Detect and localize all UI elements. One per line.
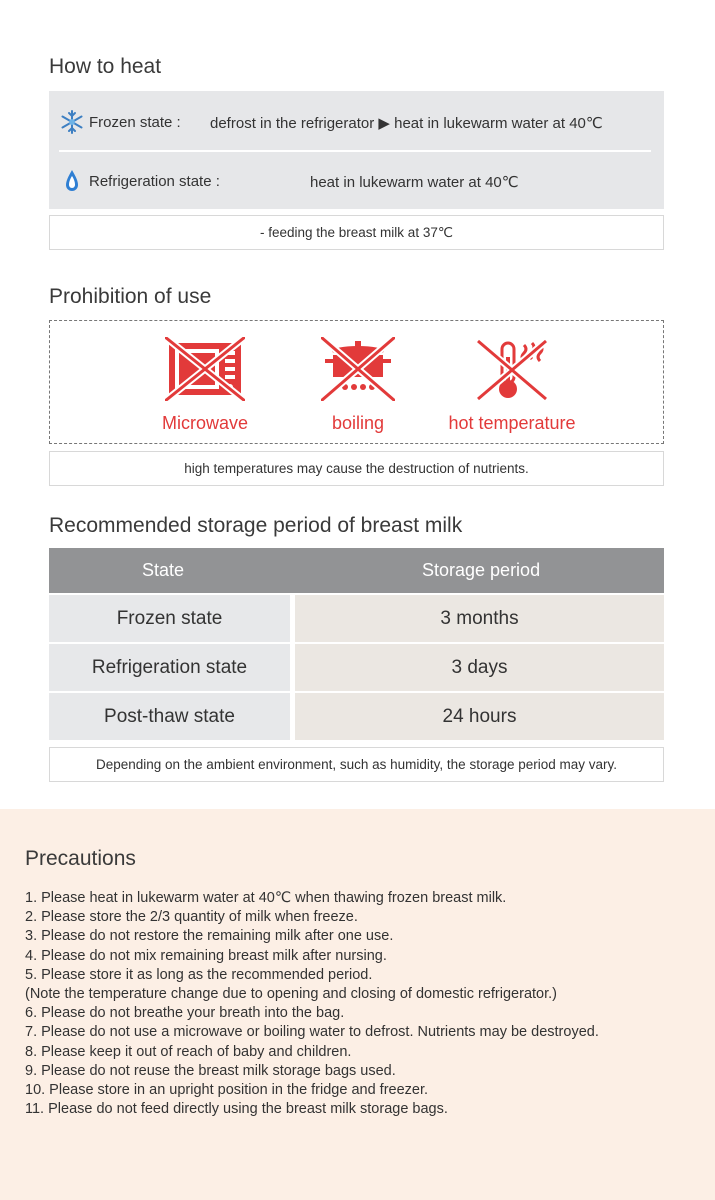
prohibition-box: [49, 320, 664, 444]
refrigeration-state-value: heat in lukewarm water at 40℃: [310, 174, 519, 191]
list-item: 10. Please store in an upright position in the fridge and freezer.: [25, 1081, 429, 1098]
header-state: State: [142, 560, 185, 580]
list-item: 6. Please do not breathe your breath into the bag.: [25, 1005, 345, 1022]
state-cell: Frozen state: [49, 595, 290, 642]
period-cell: 3 days: [295, 644, 664, 691]
list-item: 1. Please heat in lukewarm water at 40℃ when thawing frozen breast milk.: [25, 890, 507, 906]
prohibition-item-boiling: [278, 321, 438, 445]
storage-variance-note: Depending on the ambient environment, such as humidity, the storage period may vary.: [49, 747, 664, 782]
header-storage-period: Storage period: [422, 560, 541, 580]
hot-temperature-label: hot temperature: [448, 413, 576, 433]
microwave-label: Microwave: [161, 413, 249, 433]
period-cell: 3 months: [295, 595, 664, 642]
list-item: 8. Please keep it out of reach of baby and children.: [25, 1043, 352, 1060]
prohibition-title: Prohibition of use: [49, 285, 212, 308]
state-cell: Post-thaw state: [49, 693, 290, 740]
refrigeration-state-label: Refrigeration state :: [89, 173, 220, 190]
frozen-state-value: defrost in the refrigerator ▶ heat in lukewarm water at 40℃: [210, 115, 603, 132]
list-item: 3. Please do not restore the remaining milk after one use.: [25, 928, 394, 945]
table-row: [49, 693, 664, 740]
table-row: [49, 644, 664, 691]
heat-divider: [59, 150, 651, 152]
list-item: 2. Please store the 2/3 quantity of milk when freeze.: [25, 909, 358, 926]
boiling-label: boiling: [331, 413, 385, 433]
frozen-heat-row: [49, 107, 664, 137]
feeding-temperature-note: - feeding the breast milk at 37℃: [49, 215, 664, 250]
snowflake-icon: [59, 109, 85, 135]
list-item: 11. Please do not feed directly using the breast milk storage bags.: [25, 1101, 448, 1118]
refrigeration-heat-row: [49, 166, 664, 196]
list-item: 5. Please store it as long as the recommended period.: [25, 966, 373, 983]
boiling-prohibited-icon: [321, 337, 395, 401]
state-cell: Refrigeration state: [49, 644, 290, 691]
microwave-prohibited-icon: [165, 337, 245, 401]
precautions-title: Precautions: [25, 847, 136, 870]
nutrients-note: high temperatures may cause the destruction of nutrients.: [49, 451, 664, 486]
how-to-heat-title: How to heat: [49, 55, 162, 78]
water-drop-icon: [59, 168, 85, 194]
list-item: (Note the temperature change due to opening and closing of domestic refrigerator.): [25, 985, 557, 1002]
prohibition-item-hot-temperature: [432, 321, 592, 445]
list-item: 4. Please do not mix remaining breast milk after nursing.: [25, 947, 387, 964]
frozen-state-label: Frozen state :: [89, 114, 181, 131]
prohibition-item-microwave: [125, 321, 285, 445]
table-header: [49, 548, 664, 593]
heat-info-box: [49, 91, 664, 209]
list-item: 9. Please do not reuse the breast milk storage bags used.: [25, 1062, 396, 1079]
thermometer-prohibited-icon: [472, 337, 552, 403]
table-row: [49, 595, 664, 642]
storage-title: Recommended storage period of breast milk: [49, 514, 463, 537]
precautions-list: [25, 889, 599, 1119]
list-item: 7. Please do not use a microwave or boiling water to defrost. Nutrients may be destroyed.: [25, 1024, 599, 1041]
period-cell: 24 hours: [295, 693, 664, 740]
precautions-panel: [0, 809, 715, 1200]
